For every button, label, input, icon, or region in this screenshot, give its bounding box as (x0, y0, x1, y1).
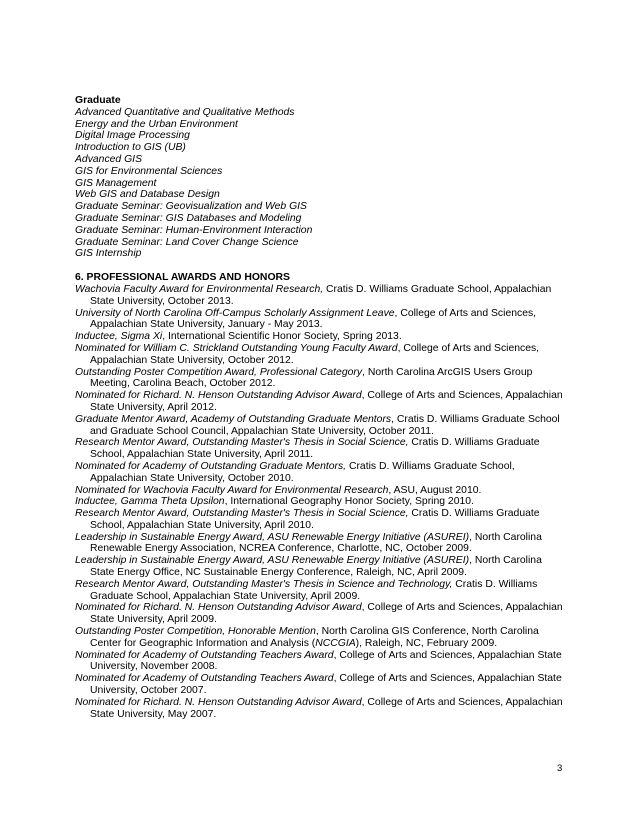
award-abbrev: NCCGIA (315, 637, 356, 649)
award-entry (75, 331, 565, 343)
award-title: Outstanding Poster Competition Award, Professional Category (75, 366, 363, 378)
award-title: Nominated for Richard. N. Henson Outstanding Advisor Award (75, 696, 362, 708)
award-detail: , North Carolina State Energy Office, NC Sustainable Energy Conference, Raleigh, NC, April 2009. (90, 555, 542, 579)
award-detail: , College of Arts and Sciences, Appalachian State University, January - May 2013. (90, 307, 537, 331)
section-gap (75, 260, 565, 272)
award-entry (75, 485, 565, 497)
course-item: GIS for Environmental Sciences (75, 165, 223, 177)
course-item: GIS Internship (75, 248, 142, 260)
award-detail: , International Scientific Honor Society, Spring 2013. (162, 331, 402, 343)
award-detail: Cratis D. Williams Graduate School, Appalachian State University, October 2010. (90, 460, 515, 484)
award-entry (75, 626, 565, 650)
award-title: Leadership in Sustainable Energy Award, ASU Renewable Energy Initiative (ASUREI) (75, 531, 470, 543)
page-number: 3 (557, 763, 563, 774)
award-detail: Cratis D. Williams Graduate School, Appalachian State University, April 2010. (90, 508, 540, 531)
award-title: Nominated for Academy of Outstanding Teachers Award (75, 649, 334, 661)
award-detail: , North Carolina Renewable Energy Association, NCREA Conference, Charlotte, NC, October 2009. (90, 531, 542, 555)
graduate-heading: Graduate (75, 95, 121, 106)
award-detail: Cratis D. Williams Graduate School, Appalachian State University, October 2013. (90, 283, 552, 307)
award-title: Nominated for Academy of Outstanding Graduate Mentors, (75, 460, 347, 472)
award-title: Research Mentor Award, Outstanding Master's Thesis in Social Science, (75, 437, 409, 449)
awards-heading: 6. PROFESSIONAL AWARDS AND HONORS (75, 272, 290, 284)
award-title: Wachovia Faculty Award for Environmental Research, (75, 283, 324, 295)
award-detail: , College of Arts and Sciences, Appalachian State University, April 2009. (90, 602, 563, 626)
course-item: Advanced GIS (75, 153, 143, 165)
award-detail: , North Carolina GIS Conference, North Carolina Center for Geographic Information and Analysis ( (90, 626, 539, 649)
award-entry (75, 532, 565, 556)
award-entry (75, 343, 565, 367)
award-entry (75, 390, 565, 414)
award-detail: Cratis D. Williams Graduate School, Appalachian State University, April 2009. (90, 578, 538, 602)
award-detail: Cratis D. Williams Graduate School, Appalachian State University, April 2011. (90, 437, 540, 461)
course-item: Digital Image Processing (75, 130, 190, 142)
award-title: University of North Carolina Off-Campus Scholarly Assignment Leave (75, 307, 395, 319)
course-item: Advanced Quantitative and Qualitative Methods (75, 106, 295, 118)
award-title: Research Mentor Award, Outstanding Master's Thesis in Social Science, (75, 508, 409, 520)
award-entry (75, 602, 565, 626)
award-title: Outstanding Poster Competition, Honorable Mention (75, 626, 316, 638)
award-entry (75, 508, 565, 532)
award-detail: , College of Arts and Sciences, Appalachian State University, April 2012. (90, 390, 563, 413)
award-entry (75, 697, 565, 721)
course-item: Graduate Seminar: Land Cover Change Science (75, 236, 299, 248)
award-title: Inductee, Gamma Theta Upsilon (75, 496, 225, 508)
award-title: Nominated for Wachovia Faculty Award for Environmental Research (75, 484, 389, 496)
course-item: GIS Management (75, 177, 157, 189)
award-detail: , International Geography Honor Society, Spring 2010. (224, 496, 474, 508)
course-item: Graduate Seminar: GIS Databases and Modeling (75, 212, 302, 224)
award-detail: , College of Arts and Sciences, Appalachian State University, November 2008. (90, 649, 562, 673)
course-item: Energy and the Urban Environment (75, 118, 238, 130)
award-title: Nominated for Richard. N. Henson Outstanding Advisor Award (75, 390, 362, 402)
award-entry (75, 284, 565, 308)
document-page (75, 95, 565, 720)
award-entry (75, 308, 565, 332)
award-entry (75, 555, 565, 579)
graduate-course-list (75, 107, 565, 260)
award-entry (75, 414, 565, 438)
course-item: Graduate Seminar: Human-Environment Interaction (75, 224, 313, 236)
award-detail: , College of Arts and Sciences, Appalachian State University, October 2007. (90, 673, 562, 697)
award-detail: , North Carolina ArcGIS Users Group Meeting, Carolina Beach, October 2012. (90, 366, 533, 390)
award-detail: , Cratis D. Williams Graduate School and Graduate School Council, Appalachian State University, October 2011. (90, 413, 560, 437)
award-title: Leadership in Sustainable Energy Award, ASU Renewable Energy Initiative (ASUREI) (75, 555, 470, 567)
course-item: Web GIS and Database Design (75, 189, 220, 201)
award-detail: , ASU, August 2010. (388, 484, 482, 496)
award-entry (75, 437, 565, 461)
award-entry (75, 579, 565, 603)
award-entry (75, 673, 565, 697)
award-entry (75, 461, 565, 485)
award-title: Inductee, Sigma Xi (75, 331, 163, 343)
award-detail: , College of Arts and Sciences, Appalachian State University, May 2007. (90, 696, 563, 720)
award-title: Nominated for Academy of Outstanding Teachers Award (75, 673, 334, 685)
award-detail-cont: ), Raleigh, NC, February 2009. (355, 637, 498, 649)
award-entry (75, 650, 565, 674)
award-title: Nominated for Richard. N. Henson Outstanding Advisor Award (75, 602, 362, 614)
award-title: Research Mentor Award, Outstanding Master's Thesis in Science and Technology, (75, 578, 453, 590)
award-detail: , College of Arts and Sciences, Appalachian State University, October 2012. (90, 342, 540, 366)
course-item: Introduction to GIS (UB) (75, 142, 186, 154)
award-entry (75, 496, 565, 508)
awards-list (75, 284, 565, 720)
award-title: Nominated for William C. Strickland Outstanding Young Faculty Award (75, 342, 398, 354)
award-entry (75, 367, 565, 391)
award-title: Graduate Mentor Award, Academy of Outstanding Graduate Mentors (75, 413, 392, 425)
course-item: Graduate Seminar: Geovisualization and Web GIS (75, 201, 307, 213)
